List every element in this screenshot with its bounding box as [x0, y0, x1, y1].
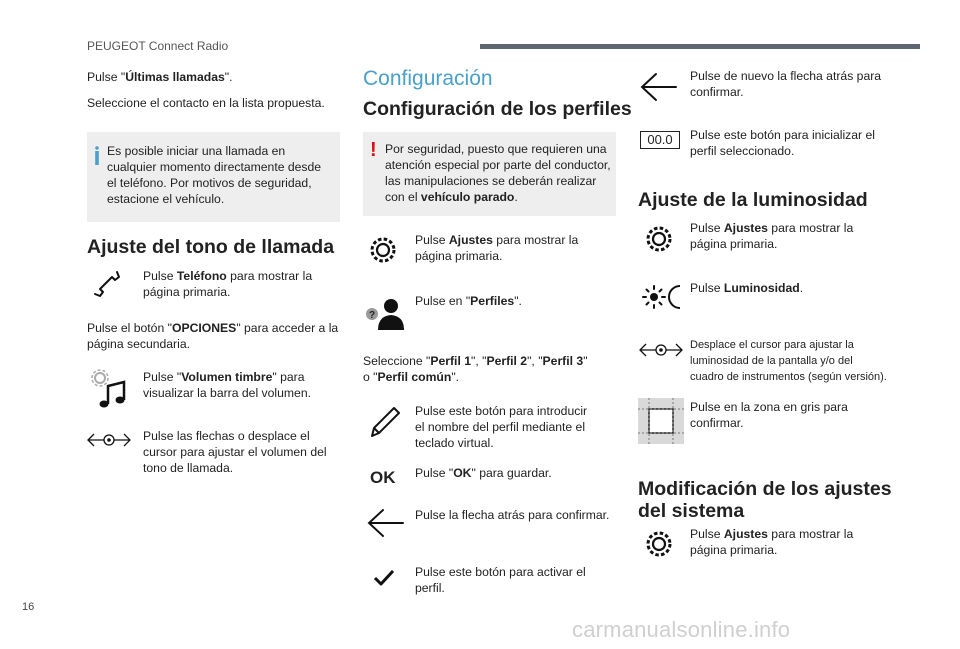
step-adjust-brightness: Desplace el cursor para ajustar la luminosidad de la pantalla y/o del cuadro de instrumentos (según versión). — [690, 339, 887, 383]
pencil-icon — [368, 404, 402, 440]
step-settings: Pulse Ajustes para mostrar la página primaria. — [415, 233, 579, 263]
ringtone-settings-icon — [90, 368, 130, 408]
reset-button-icon: 00.0 — [640, 131, 680, 149]
step-back-again: Pulse de nuevo la flecha atrás para confirmar. — [690, 69, 882, 99]
gear-icon-3 — [645, 530, 673, 558]
profile-icon — [364, 296, 406, 332]
ok-button-icon: OK — [370, 468, 396, 487]
back-arrow-icon — [367, 508, 405, 538]
gear-icon-2 — [645, 225, 673, 253]
header-bar — [480, 44, 920, 49]
step-profiles: Pulse en "Perfiles". — [415, 294, 522, 308]
brightness-icon — [642, 284, 686, 310]
instruction-recent-calls: Pulse "Últimas llamadas". — [87, 70, 233, 84]
step-grey-zone: Pulse en la zona en gris para confirmar. — [690, 400, 848, 430]
instruction-select-profile: Seleccione "Perfil 1", "Perfil 2", "Perfil 3" o "Perfil común". — [363, 354, 588, 384]
step-volume-ringtone: Pulse "Volumen timbre" para visualizar la barra del volumen. — [143, 370, 311, 400]
step-back-confirm: Pulse la flecha atrás para confirmar. — [415, 508, 610, 522]
slider-arrows-icon — [86, 430, 132, 450]
svg-text:?: ? — [369, 310, 376, 321]
step-settings-brightness: Pulse Ajustes para mostrar la página primaria. — [690, 221, 854, 251]
step-settings-system: Pulse Ajustes para mostrar la página primaria. — [690, 527, 854, 557]
step-ok-save: Pulse "OK" para guardar. — [415, 466, 552, 480]
step-activate-profile: Pulse este botón para activar el perfil. — [415, 565, 586, 595]
slider-arrows-icon-2 — [638, 340, 684, 360]
heading-brightness: Ajuste de la luminosidad — [638, 189, 868, 211]
watermark: carmanualsonline.info — [572, 617, 791, 642]
info-icon — [94, 146, 102, 166]
step-edit-name: Pulse este botón para introducir el nombre del perfil mediante el teclado virtual. — [415, 404, 588, 450]
running-header: PEUGEOT Connect Radio — [87, 39, 229, 53]
instruction-options: Pulse el botón "OPCIONES" para acceder a la página secundaria. — [87, 321, 339, 351]
warning-icon: ! — [370, 139, 377, 161]
instruction-select-contact: Seleccione el contacto en la lista propuesta. — [87, 96, 325, 110]
checkmark-icon — [374, 570, 394, 586]
step-adjust-volume: Pulse las flechas o desplace el cursor para ajustar el volumen del tono de llamada. — [143, 429, 327, 475]
step-phone: Pulse Teléfono para mostrar la página primaria. — [143, 269, 313, 299]
section-title-configuration: Configuración — [363, 67, 493, 90]
heading-ringtone: Ajuste del tono de llamada — [87, 236, 335, 258]
step-reset-profile: Pulse este botón para inicializar el perfil seleccionado. — [690, 128, 875, 158]
step-brightness: Pulse Luminosidad. — [690, 281, 804, 295]
back-arrow-icon-2 — [640, 72, 678, 102]
phone-icon — [92, 272, 122, 298]
grey-zone-icon — [638, 398, 684, 444]
gear-icon — [369, 236, 397, 264]
heading-profiles: Configuración de los perfiles — [363, 98, 632, 120]
heading-system-settings: Modificación de los ajustes del sistema — [638, 478, 892, 522]
warning-note-profiles: ! Por seguridad, puesto que requieren una atención especial por parte del conductor, las manipulaciones se deberán realizar con el vehículo parado. — [363, 132, 616, 216]
page-number: 16 — [22, 601, 35, 613]
info-note-call: Es posible iniciar una llamada en cualquier momento directamente desde el teléfono. Por motivos de seguridad, estacione el vehículo. — [87, 132, 340, 222]
